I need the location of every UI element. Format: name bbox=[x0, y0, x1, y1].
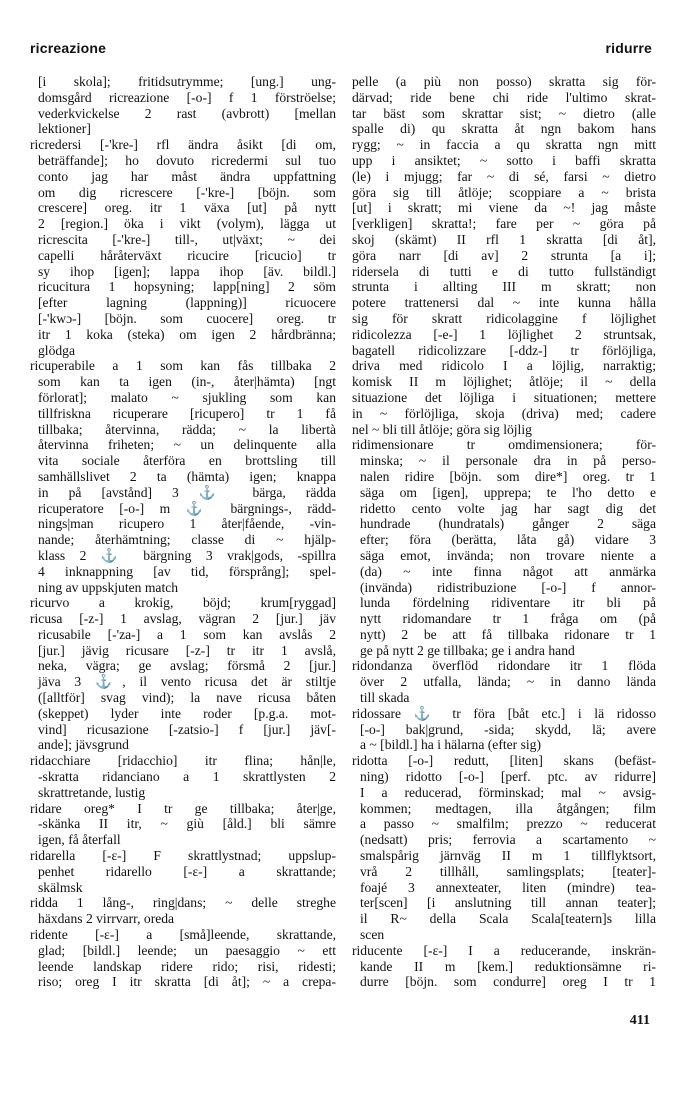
text-line: [-o-] bak|grund, -sida; skydd, lä; avere bbox=[360, 721, 656, 737]
text-line: beträffande]; ho dovuto ricredermi sul tuo bbox=[38, 152, 336, 168]
text-line: [efter lagning (lappning)] ricuocere bbox=[38, 295, 336, 311]
text-line: ande]; jävsgrund bbox=[38, 737, 129, 753]
text-line: återvinna friheten; ~ un delinquente alla bbox=[38, 437, 336, 453]
text-line: lunda fördelning ridiventare itr bli på bbox=[360, 595, 656, 611]
text-line: ricurvo a krokig, böjd; krum[ryggad] bbox=[30, 595, 336, 611]
text-line: in ~ förlöjliga, skoja (driva) med; cadere bbox=[352, 405, 656, 421]
text-line: (skeppet) lyder inte roder [p.g.a. mot- bbox=[38, 705, 336, 721]
text-line: 4 inknappning [av tid, försprång]; spel- bbox=[38, 563, 336, 579]
text-line: därvad; ride bene chi ride l'ultimo skrat- bbox=[352, 89, 656, 105]
text-line: lektioner] bbox=[38, 121, 91, 137]
text-line: ning) ridotto [-o-] [perf. ptc. av ridurre] bbox=[360, 769, 656, 785]
text-line: över 2 utfalla, lända; ~ in danno lända bbox=[360, 674, 656, 690]
text-line: efter; föra (berätta, låta gå) vidare 3 bbox=[360, 532, 656, 548]
running-head-right: ridurre bbox=[605, 40, 652, 56]
text-line: (invända) ridistribuzione [-o-] f annor- bbox=[360, 579, 656, 595]
text-line: a ~ [bildl.] ha i hälarna (efter sig) bbox=[360, 737, 541, 753]
text-line: som kan ta igen (in-, åter|hämta) [ngt bbox=[38, 374, 336, 390]
text-line: tillfriskna ricuperare [ricupero] tr 1 få bbox=[38, 405, 336, 421]
text-line: vind] ricusazione [-zatsio-] f [jur.] jäv[- bbox=[38, 721, 336, 737]
text-line: 2 [region.] öka i vikt (volym), lägga ut bbox=[38, 216, 336, 232]
text-line: [-'kwɔ-] [böjn. som cuocere] oreg. tr bbox=[38, 310, 336, 326]
text-line: nel ~ bli till åtlöje; göra sig löjlig bbox=[352, 421, 532, 437]
text-line: domsgård ricreazione [-o-] f 1 förströelse; bbox=[38, 89, 336, 105]
running-head-left: ricreazione bbox=[30, 40, 107, 56]
text-line: smalspårig järnväg II m 1 tillflyktsort, bbox=[360, 848, 656, 864]
text-line: rygg; ~ in faccia a qu skratta ngn mitt bbox=[352, 137, 656, 153]
text-line: klass 2 ⚓ bärgning 3 vrak|gods, -spillra bbox=[38, 547, 336, 563]
text-line: a passo ~ smalfilm; prezzo ~ reducerat bbox=[360, 816, 656, 832]
text-line: ridarella [-ɛ-] F skrattlystnad; uppslup- bbox=[30, 848, 336, 864]
text-line: crescere] oreg. itr 1 växa [ut] på nytt bbox=[38, 200, 336, 216]
text-line: itr 1 koka (steka) om igen 2 hårdbränna; bbox=[38, 326, 336, 342]
text-line: ridersela di tutti e di tutto fullständigt bbox=[352, 263, 656, 279]
text-line: ricrescita [-'kre-] till-, ut|växt; ~ dei bbox=[38, 231, 336, 247]
text-line: nalen ridire [böjn. som dire*] oreg. tr 1 bbox=[360, 468, 656, 484]
text-line: nande; återhämtning; classe di ~ hjälp- bbox=[38, 532, 336, 548]
text-line: vita sociale återföra en brottsling till bbox=[38, 453, 336, 469]
text-line: il R~ della Scala Scala[teatern]s lilla bbox=[360, 911, 656, 927]
text-line: igen, få återfall bbox=[38, 832, 121, 848]
text-line: till skada bbox=[360, 690, 410, 706]
text-line: strunta i allting III m skratt; non bbox=[352, 279, 656, 295]
text-line: skoj (skämt) II rfl 1 skratta [di åt], bbox=[352, 231, 656, 247]
left-column bbox=[30, 74, 336, 990]
text-line: minska; ~ il personale dra in på perso- bbox=[360, 453, 656, 469]
text-line: ricuperabile a 1 som kan fås tillbaka 2 bbox=[30, 358, 336, 374]
text-line: -skratta ridanciano a 1 skrattlysten 2 bbox=[38, 769, 336, 785]
text-line: ridimensionare tr omdimensionera; för- bbox=[352, 437, 656, 453]
text-line: spalle di) qu skratta åt ngn bakom hans bbox=[352, 121, 656, 137]
text-line: riducente [-ɛ-] I a reducerande, inskrän- bbox=[352, 942, 656, 958]
text-line: tar bäst som skrattar sist; ~ dietro (alle bbox=[352, 105, 656, 121]
text-line: upp i ansiktet; ~ sotto i baffi skratta bbox=[352, 152, 656, 168]
text-line: skälmsk bbox=[38, 879, 83, 895]
text-line: glad; [bildl.] leende; un paesaggio ~ ett bbox=[38, 942, 336, 958]
text-line: I a reducerad, förminskad; mal ~ avsig- bbox=[360, 784, 656, 800]
page-number: 411 bbox=[629, 1013, 650, 1028]
text-line: ricuperatore [-o-] m ⚓ bärgnings-, rädd- bbox=[38, 500, 336, 516]
text-line: ([alltför] svag vind); la nave ricusa båten bbox=[38, 690, 336, 706]
text-line: glödga bbox=[38, 342, 75, 358]
text-line: ridotta [-o-] redutt, [liten] skans (befäst- bbox=[352, 753, 656, 769]
text-line: vrå 2 tillhåll, samlingsplats; [teater]- bbox=[360, 863, 656, 879]
text-line: [ut] i skratt; mi viene da ~! jag måste bbox=[352, 200, 656, 216]
text-line: ridare oreg* I tr ge tillbaka; åter|ge, bbox=[30, 800, 336, 816]
text-line: ridacchiare [ridacchio] itr flina; hån|le, bbox=[30, 753, 336, 769]
text-line: neka, vägra; ge avslag; försmå 2 [jur.] bbox=[38, 658, 336, 674]
text-line: nytt) 2 be att få tillbaka ridonare tr 1 bbox=[360, 626, 656, 642]
text-line: tillbaka; återvinna, rädda; ~ la libertà bbox=[38, 421, 336, 437]
text-line: ridondanza överflöd ridondare itr 1 flöda bbox=[352, 658, 656, 674]
text-line: (nedsatt) pris; ferrovia a scartamento ~ bbox=[360, 832, 656, 848]
text-line: ricucitura 1 hopsyning; lapp[ning] 2 söm bbox=[38, 279, 336, 295]
right-column bbox=[352, 74, 656, 990]
text-line: (le) i mjugg; far ~ di sé, farsi ~ dietro bbox=[352, 168, 656, 184]
text-line: ridente [-ɛ-] a [små]leende, skrattande, bbox=[30, 927, 336, 943]
text-line: leende landskap ridere rido; risi, ridesti; bbox=[38, 958, 336, 974]
text-line: -skänka II itr, ~ giù [åld.] bli sämre bbox=[38, 816, 336, 832]
text-line: häxdans 2 virrvarr, oreda bbox=[38, 911, 175, 927]
text-line: ning av uppskjuten match bbox=[38, 579, 179, 595]
text-line: ricusabile [-'za-] a 1 som kan avslås 2 bbox=[38, 626, 336, 642]
text-line: [i skola]; fritidsutrymme; [ung.] ung- bbox=[38, 74, 336, 89]
text-line: capelli håråterväxt ricucire [ricucio] tr bbox=[38, 247, 336, 263]
text-line: potere trattenersi dal ~ inte kunna hålla bbox=[352, 295, 656, 311]
text-line: ge på nytt 2 ge tillbaka; ge i andra hand bbox=[360, 642, 575, 658]
text-line: situazione det löjliga i situationen; mettere bbox=[352, 389, 656, 405]
text-line: ricusa [-z-] 1 avslag, vägran 2 [jur.] jäv bbox=[30, 611, 336, 627]
text-line: säga om [igen], upprepa; te l'ho detto e bbox=[360, 484, 656, 500]
text-line: [verkligen] skratta!; fare per ~ göra på bbox=[352, 216, 656, 232]
text-line: om dig ricrescere [-'kre-] [böjn. som bbox=[38, 184, 336, 200]
text-line: conto jag har måst ändra uppfattning bbox=[38, 168, 336, 184]
text-line: foajé 3 annexteater, liten (mindre) tea- bbox=[360, 879, 656, 895]
text-line: [jur.] jävig ricusare [-z-] tr itr 1 avslå, bbox=[38, 642, 336, 658]
text-line: säga emot, invända; non trovare niente a bbox=[360, 547, 656, 563]
text-line: nings|man ricupero 1 åter|fående, -vin- bbox=[38, 516, 336, 532]
text-line: scen bbox=[360, 927, 385, 943]
text-line: ricredersi [-'kre-] rfl ändra åsikt [di om, bbox=[30, 137, 336, 153]
text-line: driva med ridicolo I a löjlig, narraktig; bbox=[352, 358, 656, 374]
text-line: jäva 3 ⚓, il vento ricusa det är stiltje bbox=[38, 674, 336, 690]
text-line: förlorat]; malato ~ sjukling som kan bbox=[38, 389, 336, 405]
text-line: vederkvickelse 2 rast (avbrott) [mellan bbox=[38, 105, 336, 121]
text-line: (da) ~ inte finna något att anmärka bbox=[360, 563, 656, 579]
text-line: ridicolezza [-e-] 1 löjlighet 2 struntsak, bbox=[352, 326, 656, 342]
text-line: göra narr [di av] 2 strunta [a i]; bbox=[352, 247, 656, 263]
text-line: ridetto cento volte jag har sagt dig det bbox=[360, 500, 656, 516]
text-line: durre [böjn. som condurre] oreg I tr 1 bbox=[360, 974, 656, 990]
text-line: ridossare ⚓ tr föra [båt etc.] i lä ridosso bbox=[352, 705, 656, 721]
text-line: kande II m [kem.] reduktionsämne ri- bbox=[360, 958, 656, 974]
text-line: göra sig till åtlöje; scoppiare a ~ brista bbox=[352, 184, 656, 200]
text-line: in på [avstånd] 3 ⚓ bärga, rädda bbox=[38, 484, 336, 500]
text-line: komisk II m löjlighet; åtlöje; il ~ della bbox=[352, 374, 656, 390]
text-line: kommen; medtagen, illa åtgången; film bbox=[360, 800, 656, 816]
text-line: ter[scen] [i anslutning till annan teater]; bbox=[360, 895, 656, 911]
text-line: nytt ridomandare tr 1 fråga om (på bbox=[360, 611, 656, 627]
text-line: hundrade (hundratals) gånger 2 säga bbox=[360, 516, 656, 532]
text-line: riso; oreg I itr skratta [di åt]; ~ a crepa- bbox=[38, 974, 336, 990]
text-line: penhet ridarello [-ɛ-] a skrattande; bbox=[38, 863, 336, 879]
text-line: ridda 1 lång-, ring|dans; ~ delle streghe bbox=[30, 895, 336, 911]
text-line: sig för skratt ridicolaggine f löjlighet bbox=[352, 310, 656, 326]
text-line: samhällslivet 2 ta (hämta) igen; knappa bbox=[38, 468, 336, 484]
text-line: sy ihop [igen]; lappa ihop [äv. bildl.] bbox=[38, 263, 336, 279]
text-line: bagatell ridicolizzare [-ddz-] tr förlöjliga, bbox=[352, 342, 656, 358]
text-line: skrattretande, lustig bbox=[38, 784, 146, 800]
text-line: pelle (a più non posso) skratta sig för- bbox=[352, 74, 656, 89]
